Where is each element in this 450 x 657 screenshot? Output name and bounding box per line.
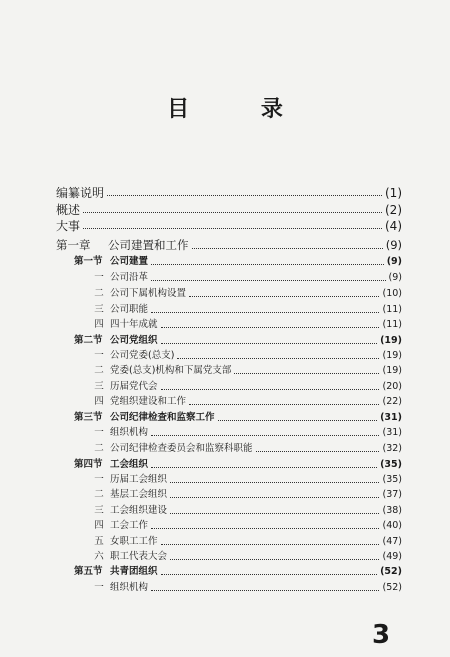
toc-entry-page: (22)	[382, 396, 402, 407]
toc-entry-label	[88, 424, 148, 438]
page-number: 3	[372, 620, 391, 650]
toc-entry	[56, 217, 402, 233]
toc-entry-label	[88, 285, 186, 299]
toc-entry-number: 四	[94, 319, 104, 330]
toc-entry-label	[56, 201, 80, 218]
dot-leader	[107, 195, 382, 196]
toc-entry-number: 第四节	[74, 459, 103, 470]
dot-leader	[151, 467, 377, 468]
toc-entry-number: 四	[94, 520, 104, 531]
toc-entry-title: 公司纪律检查和监察工作	[110, 412, 215, 423]
toc-entry-title: 历届工会组织	[110, 474, 168, 485]
toc-entry-page: (31)	[380, 412, 402, 423]
toc-entry-number: 三	[94, 505, 104, 516]
toc-entry-label	[88, 362, 231, 376]
toc-entry	[88, 316, 402, 332]
toc-entry-page: (52)	[380, 566, 402, 577]
toc-entry-title: 公司纪律检查委员会和监察科职能	[110, 443, 253, 454]
dot-leader	[161, 544, 380, 545]
dot-leader	[151, 312, 379, 313]
toc-entry-label	[74, 253, 148, 267]
toc-entry-page: (1)	[385, 186, 402, 200]
toc-entry-title: 组织机构	[110, 427, 149, 438]
toc-entry-page: (10)	[382, 288, 402, 299]
dot-leader	[151, 528, 379, 529]
toc-entry-title: 工会组织	[110, 459, 149, 470]
toc-entry-page: (20)	[382, 381, 402, 392]
dot-leader	[161, 389, 380, 390]
toc-entry-label	[74, 409, 215, 423]
toc-entry-title: 共青团组织	[110, 566, 158, 577]
toc-entry-title: 历届党代会	[110, 381, 158, 392]
dot-leader	[189, 404, 379, 405]
toc-entry-number: 一	[94, 582, 104, 593]
toc-entry	[88, 362, 402, 378]
toc-entry-label	[88, 548, 167, 562]
dot-leader	[151, 590, 379, 591]
toc-entry-title: 工会工作	[110, 520, 149, 531]
dot-leader	[151, 280, 386, 281]
toc-entry-page: (35)	[380, 459, 402, 470]
toc-entry	[74, 332, 402, 348]
toc-entry-label	[56, 217, 80, 234]
toc-entry-title: 党委(总支)机构和下属党支部	[110, 365, 232, 376]
toc-entry-page: (40)	[382, 520, 402, 531]
toc-entry-number: 第二节	[74, 335, 103, 346]
toc-entry	[88, 285, 402, 301]
toc-entry-page: (31)	[382, 427, 402, 438]
toc-entry-title: 组织机构	[110, 582, 149, 593]
toc-entry-page: (37)	[382, 489, 402, 500]
toc-entry-label	[88, 486, 167, 500]
toc-entry-page: (9)	[386, 256, 402, 267]
toc-entry-page: (49)	[382, 551, 402, 562]
toc-entry-label	[88, 347, 174, 361]
toc-entry-number: 一	[94, 272, 104, 283]
toc-entry-title: 四十年成就	[110, 319, 158, 330]
toc-entry-label	[88, 393, 186, 407]
toc-entry-label	[88, 517, 148, 531]
toc-entry	[88, 301, 402, 317]
toc-entry	[88, 347, 402, 363]
dot-leader	[151, 435, 379, 436]
dot-leader	[83, 212, 382, 213]
toc-entry-label	[74, 563, 158, 577]
toc-entry-label	[88, 471, 167, 485]
dot-leader	[161, 343, 378, 344]
toc-entry	[88, 424, 402, 440]
dot-leader	[177, 358, 379, 359]
dot-leader	[151, 264, 384, 265]
toc-entry-title: 公司建置和工作	[108, 238, 189, 252]
toc-entry-label	[88, 301, 148, 315]
toc-entry	[88, 440, 402, 456]
dot-leader	[83, 228, 382, 229]
toc-entry	[74, 456, 402, 472]
toc-entry-number: 二	[94, 489, 104, 500]
toc-entry-label	[88, 440, 253, 454]
toc-entry-title: 职工代表大会	[110, 551, 168, 562]
toc-entry-page: (19)	[382, 365, 402, 376]
dot-leader	[161, 327, 380, 328]
toc-entry-page: (47)	[382, 536, 402, 547]
toc-entry-title: 基层工会组织	[110, 489, 168, 500]
toc-entry-page: (2)	[385, 203, 402, 217]
toc-entry-number: 一	[94, 474, 104, 485]
dot-leader	[170, 482, 379, 483]
toc-entry-number: 六	[94, 551, 104, 562]
toc-entry	[88, 269, 402, 285]
toc-entry	[88, 502, 402, 518]
toc-entry	[74, 409, 402, 425]
toc-entry-label	[74, 332, 158, 346]
toc-entry-title: 公司职能	[110, 304, 149, 315]
dot-leader	[218, 420, 378, 421]
toc-entry-number: 二	[94, 288, 104, 299]
toc-entry-page: (35)	[382, 474, 402, 485]
toc-entry	[88, 548, 402, 564]
toc-entry-number: 四	[94, 396, 104, 407]
toc-entry-title: 公司党委(总支)	[110, 350, 175, 361]
toc-entry-page: (19)	[380, 335, 402, 346]
dot-leader	[161, 574, 378, 575]
toc-entry-number: 一	[94, 350, 104, 361]
toc-entry-number: 第一章	[56, 238, 91, 252]
toc-entry-title: 概述	[56, 203, 81, 217]
page-title: 目 录	[167, 97, 315, 122]
toc-entry-label	[88, 533, 158, 547]
toc-entry-page: (11)	[382, 304, 402, 315]
toc-entry-title: 工会组织建设	[110, 505, 168, 516]
toc-entry-label	[74, 456, 148, 470]
toc-entry	[56, 184, 402, 200]
dot-leader	[256, 451, 380, 452]
toc-entry-page: (9)	[388, 272, 402, 283]
dot-leader	[234, 373, 379, 374]
toc-entry	[74, 253, 402, 269]
toc-entry-title: 女职工工作	[110, 536, 158, 547]
toc-entry-title: 编纂说明	[56, 186, 105, 200]
toc-entry-number: 一	[94, 427, 104, 438]
toc-entry-number: 第一节	[74, 256, 103, 267]
toc-entry-number: 二	[94, 443, 104, 454]
toc-entry-number: 三	[94, 304, 104, 315]
toc-entry-title: 党组织建设和工作	[110, 396, 187, 407]
toc-entry-label	[88, 579, 148, 593]
toc-entry-number: 三	[94, 381, 104, 392]
dot-leader	[170, 559, 379, 560]
toc-entry-title: 公司党组织	[110, 335, 158, 346]
toc-entry	[56, 237, 402, 253]
toc-entry	[74, 563, 402, 579]
toc-entry-title: 公司下属机构设置	[110, 288, 187, 299]
toc-entry-title: 大事	[56, 219, 81, 233]
toc-entry	[88, 517, 402, 533]
dot-leader	[189, 296, 379, 297]
toc-entry	[88, 471, 402, 487]
toc-entry	[88, 393, 402, 409]
toc-entry-page: (52)	[382, 582, 402, 593]
toc-entry-number: 第五节	[74, 566, 103, 577]
toc-entry	[88, 533, 402, 549]
dot-leader	[192, 248, 383, 249]
toc-entry-title: 公司建置	[110, 256, 149, 267]
toc-entry-page: (38)	[382, 505, 402, 516]
toc-entry-label	[88, 316, 158, 330]
toc-entry-number: 五	[94, 536, 104, 547]
toc-entry-number: 第三节	[74, 412, 103, 423]
toc-entry	[56, 201, 402, 217]
toc-entry-number: 二	[94, 365, 104, 376]
toc-entry-label	[88, 378, 158, 392]
toc-entry-page: (4)	[385, 219, 402, 233]
toc-entry-label	[56, 184, 104, 201]
toc-entry	[88, 486, 402, 502]
toc-entry-label	[88, 269, 148, 283]
dot-leader	[170, 497, 379, 498]
toc-entry-label	[88, 502, 167, 516]
dot-leader	[170, 513, 379, 514]
toc-entry-page: (32)	[382, 443, 402, 454]
toc-entry-page: (11)	[382, 319, 402, 330]
toc-entry	[88, 378, 402, 394]
toc-entry-title: 公司沿革	[110, 272, 149, 283]
toc-entry-page: (19)	[382, 350, 402, 361]
toc-entry	[88, 579, 402, 595]
toc-entry-label	[56, 237, 189, 253]
toc-entry-page: (9)	[385, 238, 402, 252]
